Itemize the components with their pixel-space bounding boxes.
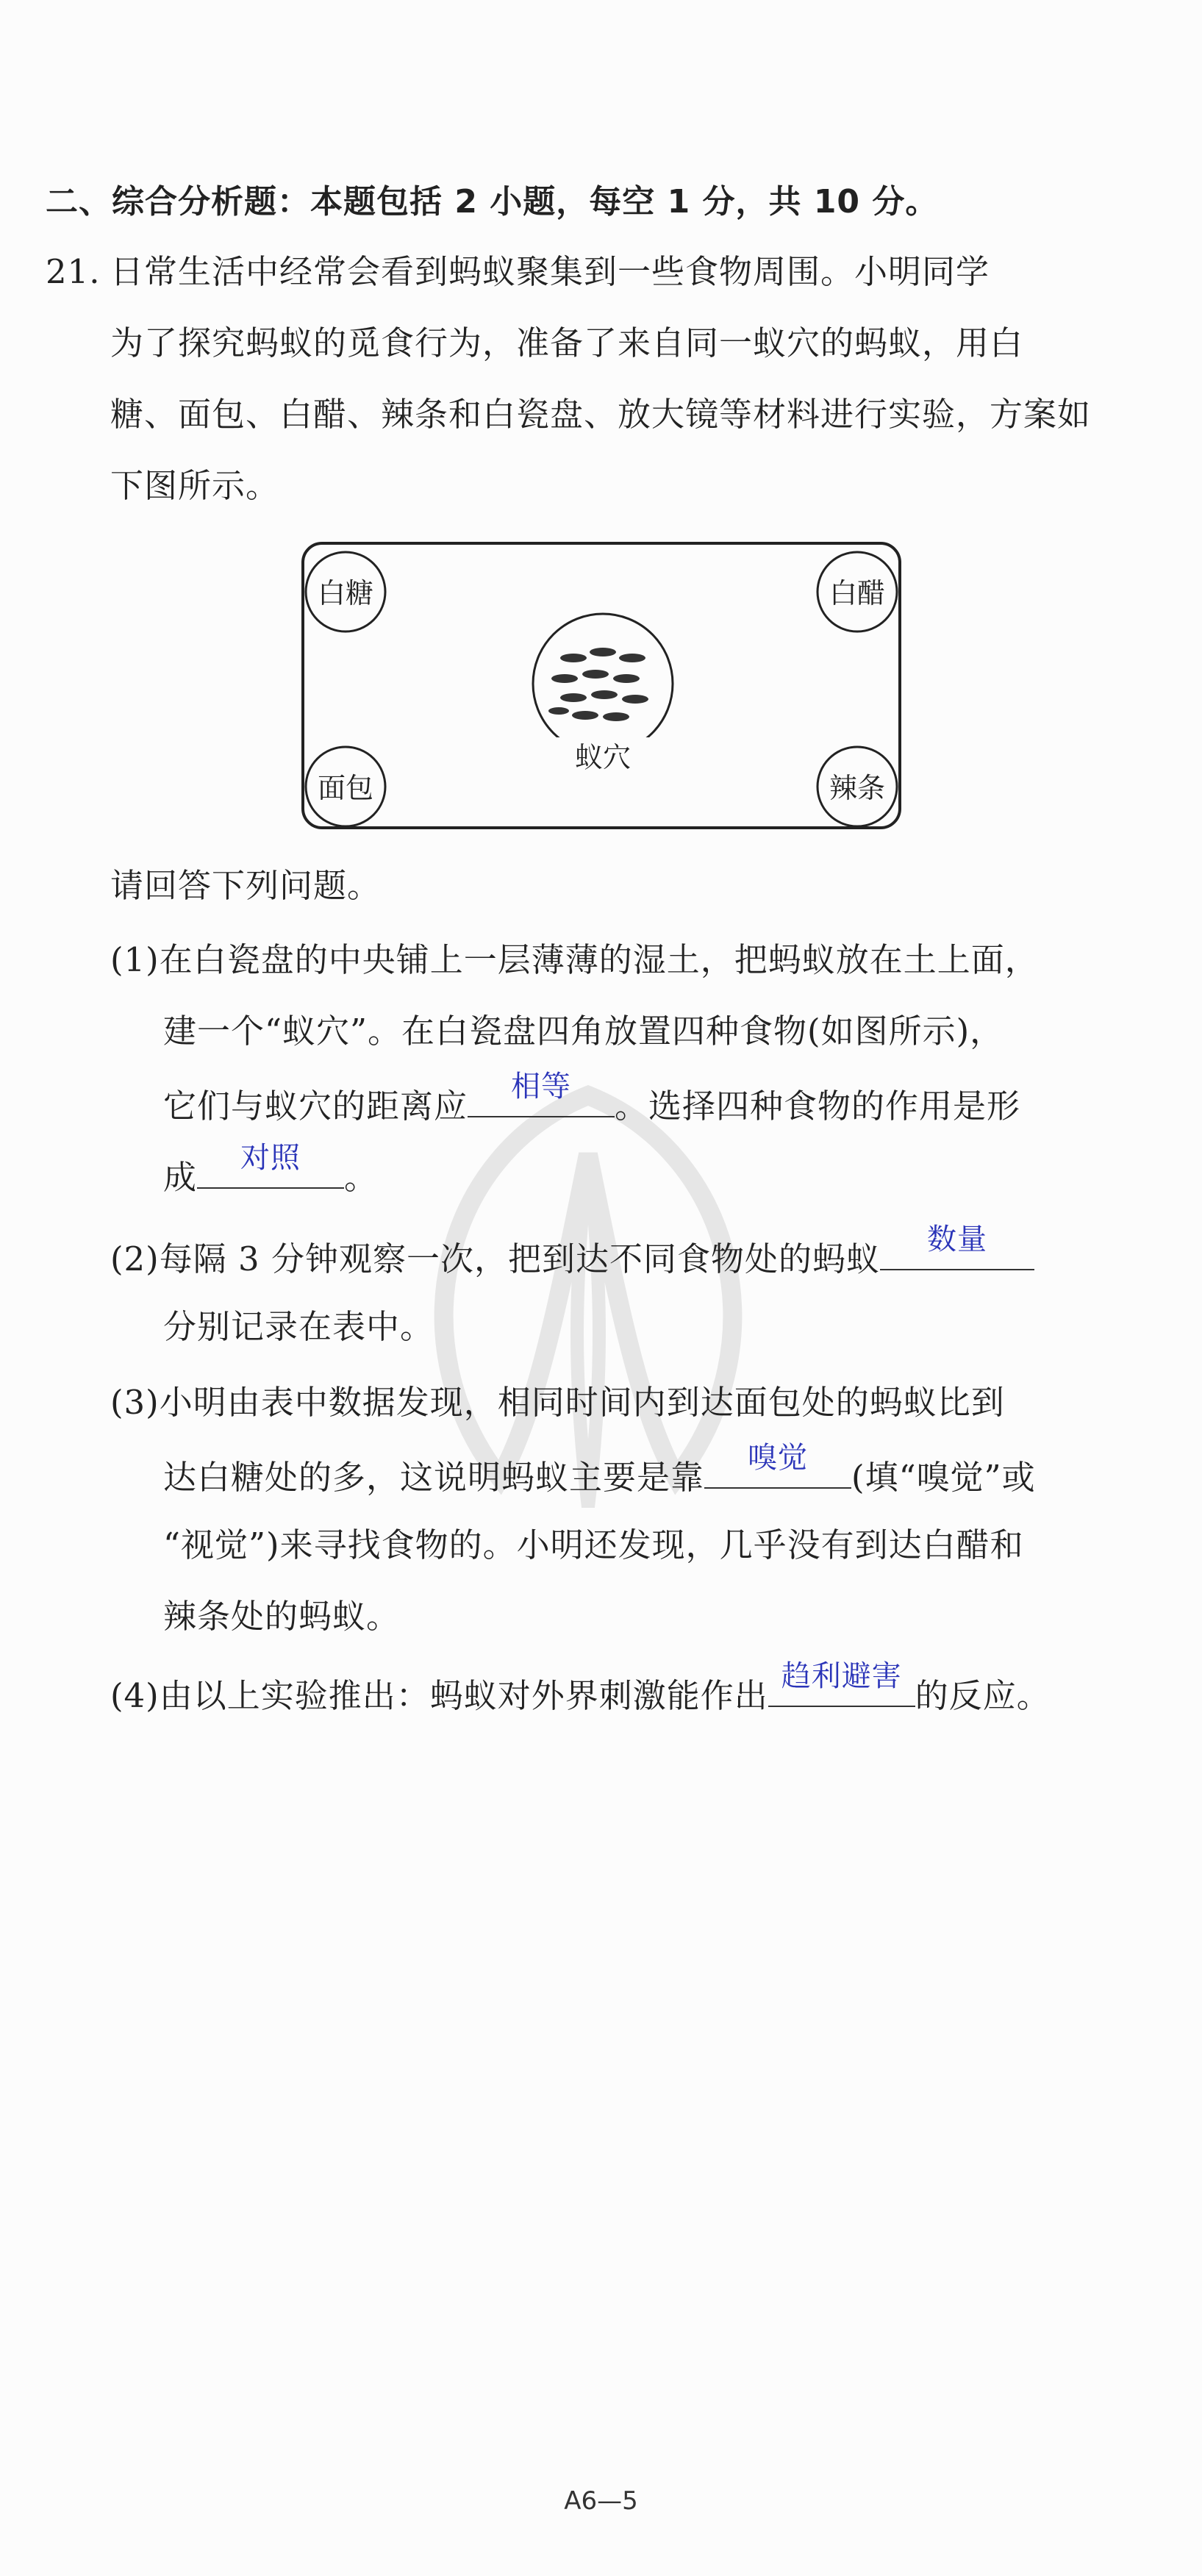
part2-text-a: (2)每隔 3 分钟观察一次，把到达不同食物处的蚂蚁: [110, 1239, 880, 1278]
part3-answer: 嗅觉: [748, 1441, 809, 1475]
part1-line-2: 建一个“蚁穴”。在白瓷盘四角放置四种食物(如图所示)，: [163, 1012, 1004, 1051]
part4-blank[interactable]: [768, 1659, 915, 1707]
label-spicy-strip: 辣条: [829, 772, 886, 804]
answer-prompt: 请回答下列问题。: [110, 866, 382, 905]
ants-cluster: [548, 648, 648, 721]
part3-blank[interactable]: [704, 1441, 851, 1489]
part1-line-4: [163, 1141, 379, 1200]
part1-blank-1[interactable]: [468, 1070, 615, 1117]
question-stem-line-2: 为了探究蚂蚁的觅食行为，准备了来自同一蚁穴的蚂蚁，用白: [110, 323, 1024, 362]
question-number: 21.: [46, 252, 101, 291]
part1-line-3: [163, 1070, 1021, 1128]
part3-line-2: [163, 1441, 1036, 1500]
part2-blank[interactable]: [880, 1223, 1034, 1270]
part4-answer: 趋利避害: [781, 1659, 902, 1693]
part2-line-2: 分别记录在表中。: [163, 1307, 434, 1346]
page-footer: A6—5: [564, 2486, 638, 2516]
part3-text-a: 达白糖处的多，这说明蚂蚁主要是靠: [163, 1458, 705, 1497]
question-stem-line-1: 日常生活中经常会看到蚂蚁聚集到一些食物周围。小明同学: [110, 252, 990, 291]
part3-line-4: 辣条处的蚂蚁。: [163, 1597, 401, 1636]
part1-text-d: 。: [344, 1158, 379, 1197]
part2-answer: 数量: [926, 1223, 987, 1256]
white-porcelain-plate: [303, 543, 900, 828]
part1-line-1: (1)在白瓷盘的中央铺上一层薄薄的湿土，把蚂蚁放在土上面，: [110, 940, 1039, 979]
part1-answer-1: 相等: [511, 1070, 572, 1103]
part1-answer-2: 对照: [240, 1141, 301, 1175]
part2-line-1: [110, 1223, 1034, 1281]
ant-nest-circle: [533, 614, 673, 754]
part4-text-a: (4)由以上实验推出：蚂蚁对外界刺激能作出: [110, 1676, 768, 1715]
experiment-diagram: [300, 540, 903, 831]
label-vinegar: 白醋: [829, 577, 886, 609]
part3-text-b: (填“嗅觉”或: [851, 1458, 1036, 1497]
part1-blank-2[interactable]: [197, 1141, 344, 1189]
part1-text-b: 。选择四种食物的作用是形: [615, 1087, 1021, 1126]
label-ant-nest: 蚁穴: [574, 741, 632, 773]
part3-line-1: (3)小明由表中数据发现，相同时间内到达面包处的蚂蚁比到: [110, 1383, 1005, 1422]
section-header: 二、综合分析题：本题包括 2 小题，每空 1 分，共 10 分。: [46, 183, 939, 221]
part1-text-c: 成: [163, 1158, 198, 1197]
label-sugar: 白糖: [317, 577, 374, 609]
part1-text-a: 它们与蚁穴的距离应: [163, 1087, 468, 1126]
label-bread: 面包: [317, 772, 374, 804]
part4-line-1: [110, 1659, 1051, 1718]
question-stem-line-4: 下图所示。: [110, 466, 280, 505]
part3-line-3: “视觉”)来寻找食物的。小明还发现，几乎没有到达白醋和: [163, 1525, 1024, 1564]
question-stem-line-3: 糖、面包、白醋、辣条和白瓷盘、放大镜等材料进行实验，方案如: [110, 395, 1092, 434]
part4-text-b: 的反应。: [915, 1676, 1051, 1715]
